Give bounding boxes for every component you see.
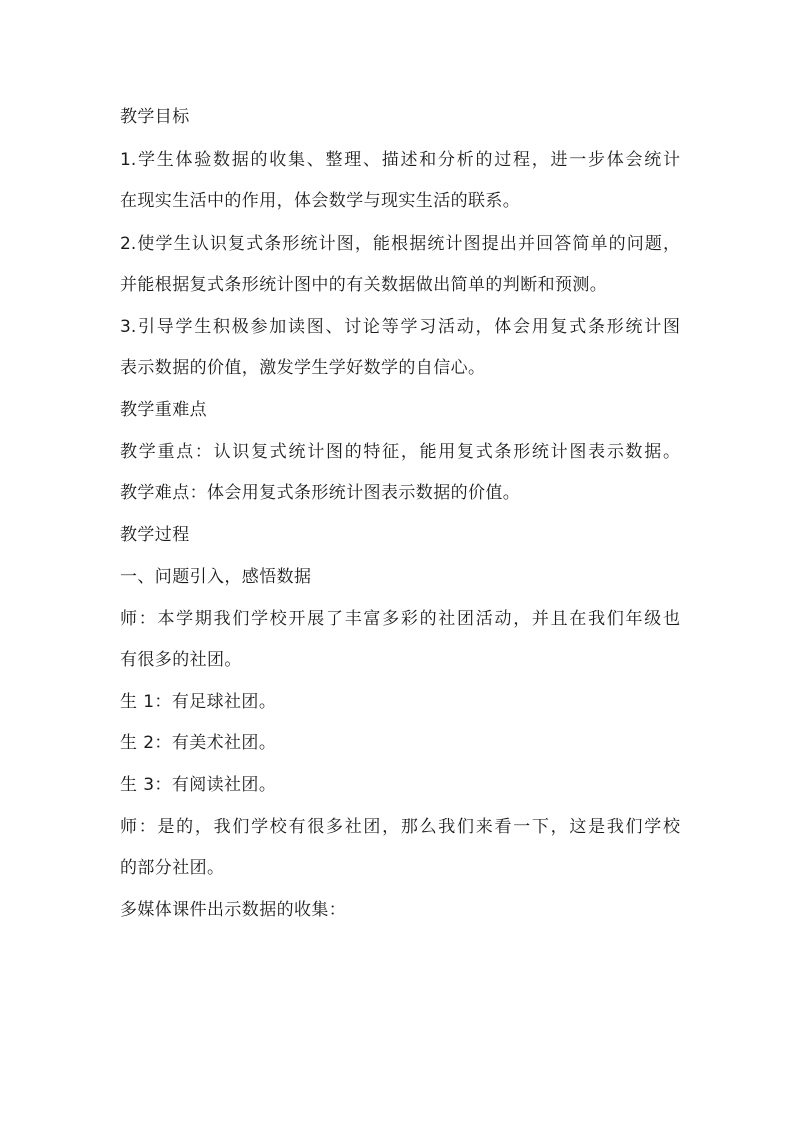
paragraph-line: 教学难点：体会用复式条形统计图表示数据的价值。: [120, 483, 521, 503]
paragraph-line: 师：本学期我们学校开展了丰富多彩的社团活动，并且在我们年级也: [120, 609, 680, 629]
paragraph-line: 3.引导学生积极参加读图、讨论等学习活动，体会用复式条形统计图: [120, 317, 680, 337]
heading-teaching-process: 教学过程: [120, 525, 190, 545]
paragraph-line: 并能根据复式条形统计图中的有关数据做出简单的判断和预测。: [120, 275, 608, 295]
paragraph-line: 教学重点：认识复式统计图的特征，能用复式条形统计图表示数据。: [120, 442, 680, 462]
dialogue-line: 生 1：有足球社团。: [120, 692, 277, 712]
dialogue-line: 生 3：有阅读社团。: [120, 775, 277, 795]
heading-key-points: 教学重难点: [120, 400, 207, 420]
paragraph-line: 的部分社团。: [120, 858, 225, 878]
paragraph-line: 有很多的社团。: [120, 650, 242, 670]
section-heading: 一、问题引入，感悟数据: [120, 567, 312, 587]
paragraph-line: 表示数据的价值，激发学生学好数学的自信心。: [120, 358, 486, 378]
dialogue-line: 生 2：有美术社团。: [120, 733, 277, 753]
paragraph-line: 多媒体课件出示数据的收集：: [120, 900, 347, 920]
paragraph-line: 1.学生体验数据的收集、整理、描述和分析的过程，进一步体会统计: [120, 150, 680, 170]
paragraph-line: 师：是的，我们学校有很多社团，那么我们来看一下，这是我们学校: [120, 817, 680, 837]
paragraph-line: 在现实生活中的作用，体会数学与现实生活的联系。: [120, 191, 521, 211]
paragraph-line: 2.使学生认识复式条形统计图，能根据统计图提出并回答简单的问题，: [120, 234, 680, 254]
heading-teaching-goals: 教学目标: [120, 107, 190, 127]
